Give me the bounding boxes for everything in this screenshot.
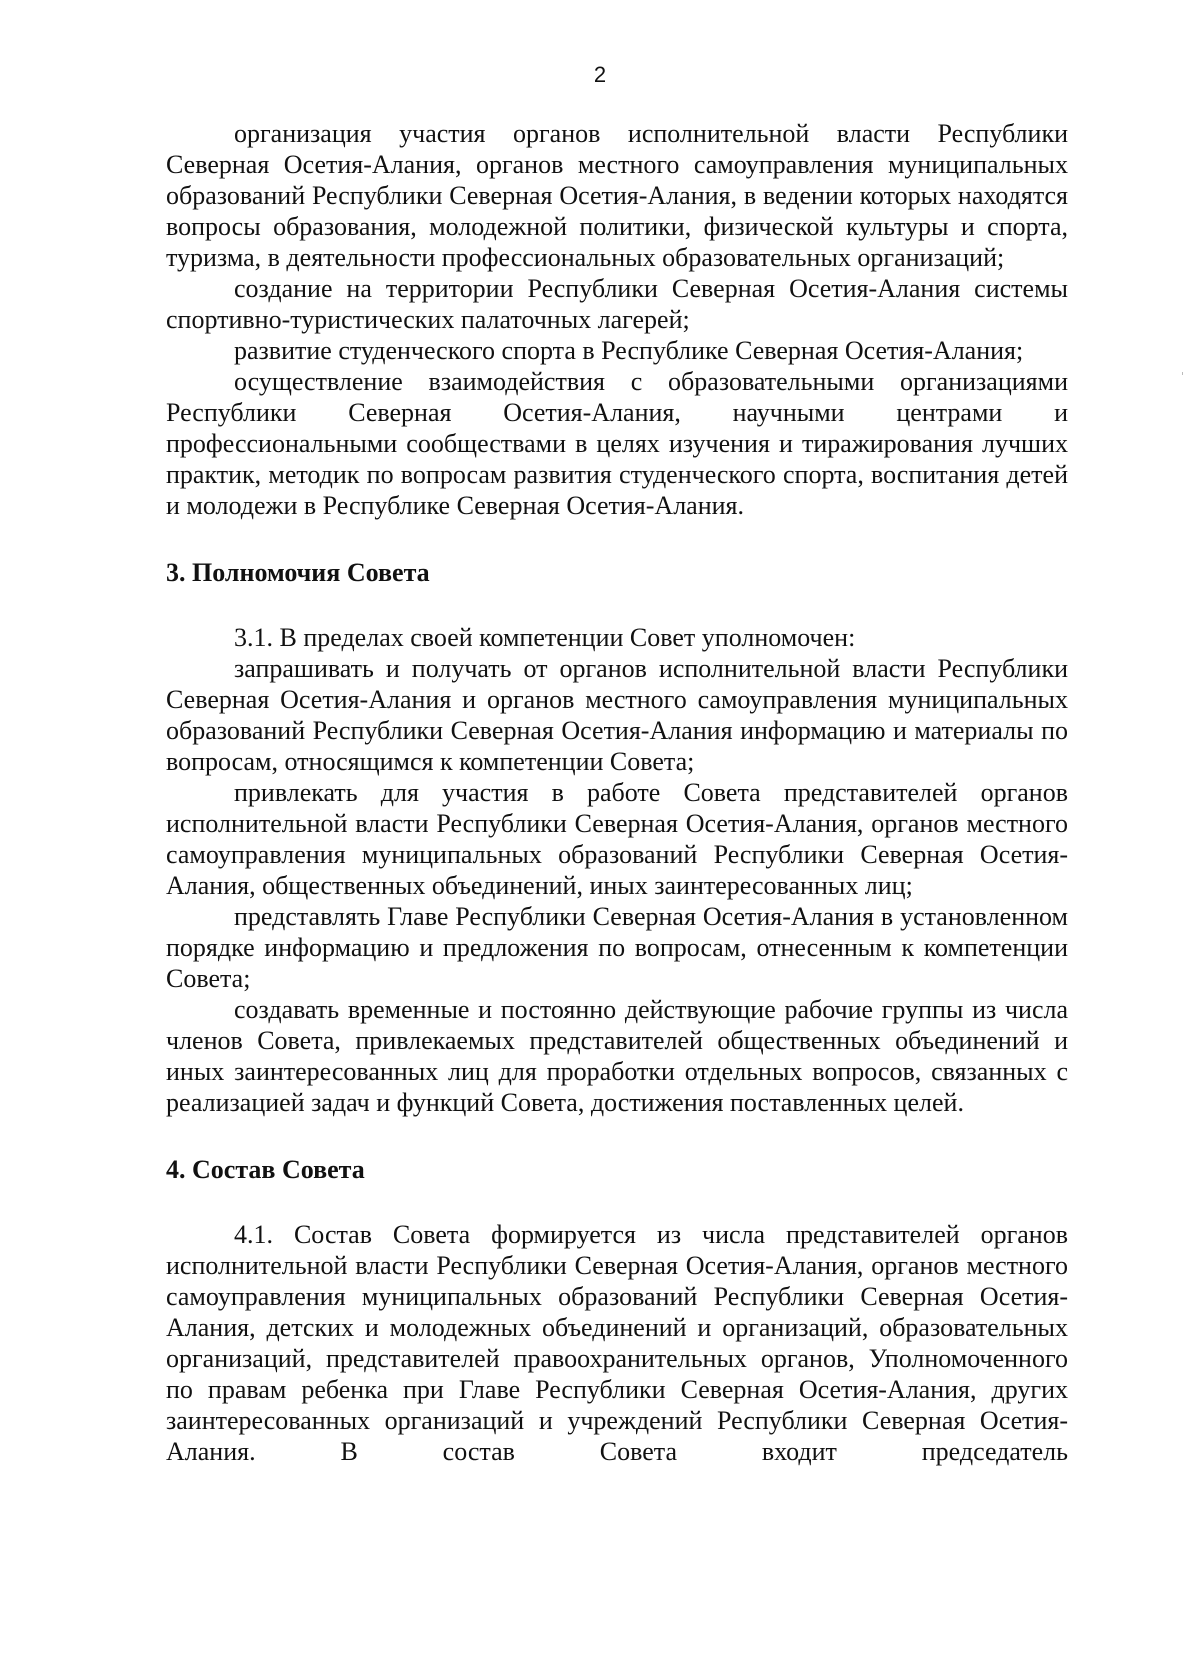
paragraph: запрашивать и получать от органов исполнительной власти Республики Северная Осетия-Алания и органов местного самоуправления муниципальных образований Республики Северная Осетия-Алания информацию и материалы по вопросам, относящимся к компетенции Совета; <box>166 654 1068 776</box>
page-number: 2 <box>593 62 607 87</box>
paragraph: осуществление взаимодействия с образовательными организациями Республики Северная Осетия-Алания, научными центрами и профессиональными сообществами в целях изучения и тиражирования лучших практик, методик по вопросам развития студенческого спорта, воспитания детей и молодежи в Республике Северная Осетия-Алания. <box>166 367 1068 520</box>
paragraph: развитие студенческого спорта в Республике Северная Осетия-Алания; <box>234 336 1024 365</box>
paragraph: привлекать для участия в работе Совета представителей органов исполнительной власти Республики Северная Осетия-Алания, органов местного самоуправления муниципальных образований Республики Северная Осетия-Алания, общественных объединений, иных заинтересованных лиц; <box>166 778 1068 900</box>
scan-artifact <box>1182 372 1183 375</box>
section-heading: 4. Состав Совета <box>166 1155 365 1184</box>
document-body <box>166 118 1068 1467</box>
paragraph: создавать временные и постоянно действующие рабочие группы из числа членов Совета, привлекаемых представителей общественных объединений и иных заинтересованных лиц для проработки отдельных вопросов, связанных с реализацией задач и функций Совета, достижения поставленных целей. <box>166 995 1068 1117</box>
paragraph: создание на территории Республики Северная Осетия-Алания системы спортивно-туристических палаточных лагерей; <box>166 274 1068 334</box>
paragraph: 4.1. Состав Совета формируется из числа представителей органов исполнительной власти Республики Северная Осетия-Алания, органов местного самоуправления муниципальных образований Республики Северная Осетия-Алания, детских и молодежных объединений и организаций, образовательных организаций, представителей правоохранительных органов, Уполномоченного по правам ребенка при Главе Республики Северная Осетия-Алания, других заинтересованных организаций и учреждений Республики Северная Осетия-Алания. В состав Совета входит председатель <box>166 1220 1068 1466</box>
paragraph: 3.1. В пределах своей компетенции Совет уполномочен: <box>234 623 856 652</box>
section-heading: 3. Полномочия Совета <box>166 558 430 587</box>
paragraph: организация участия органов исполнительной власти Республики Северная Осетия-Алания, органов местного самоуправления муниципальных образований Республики Северная Осетия-Алания, в ведении которых находятся вопросы образования, молодежной политики, физической культуры и спорта, туризма, в деятельности профессиональных образовательных организаций; <box>166 119 1068 272</box>
paragraph: представлять Главе Республики Северная Осетия-Алания в установленном порядке информацию и предложения по вопросам, отнесенным к компетенции Совета; <box>166 902 1068 993</box>
